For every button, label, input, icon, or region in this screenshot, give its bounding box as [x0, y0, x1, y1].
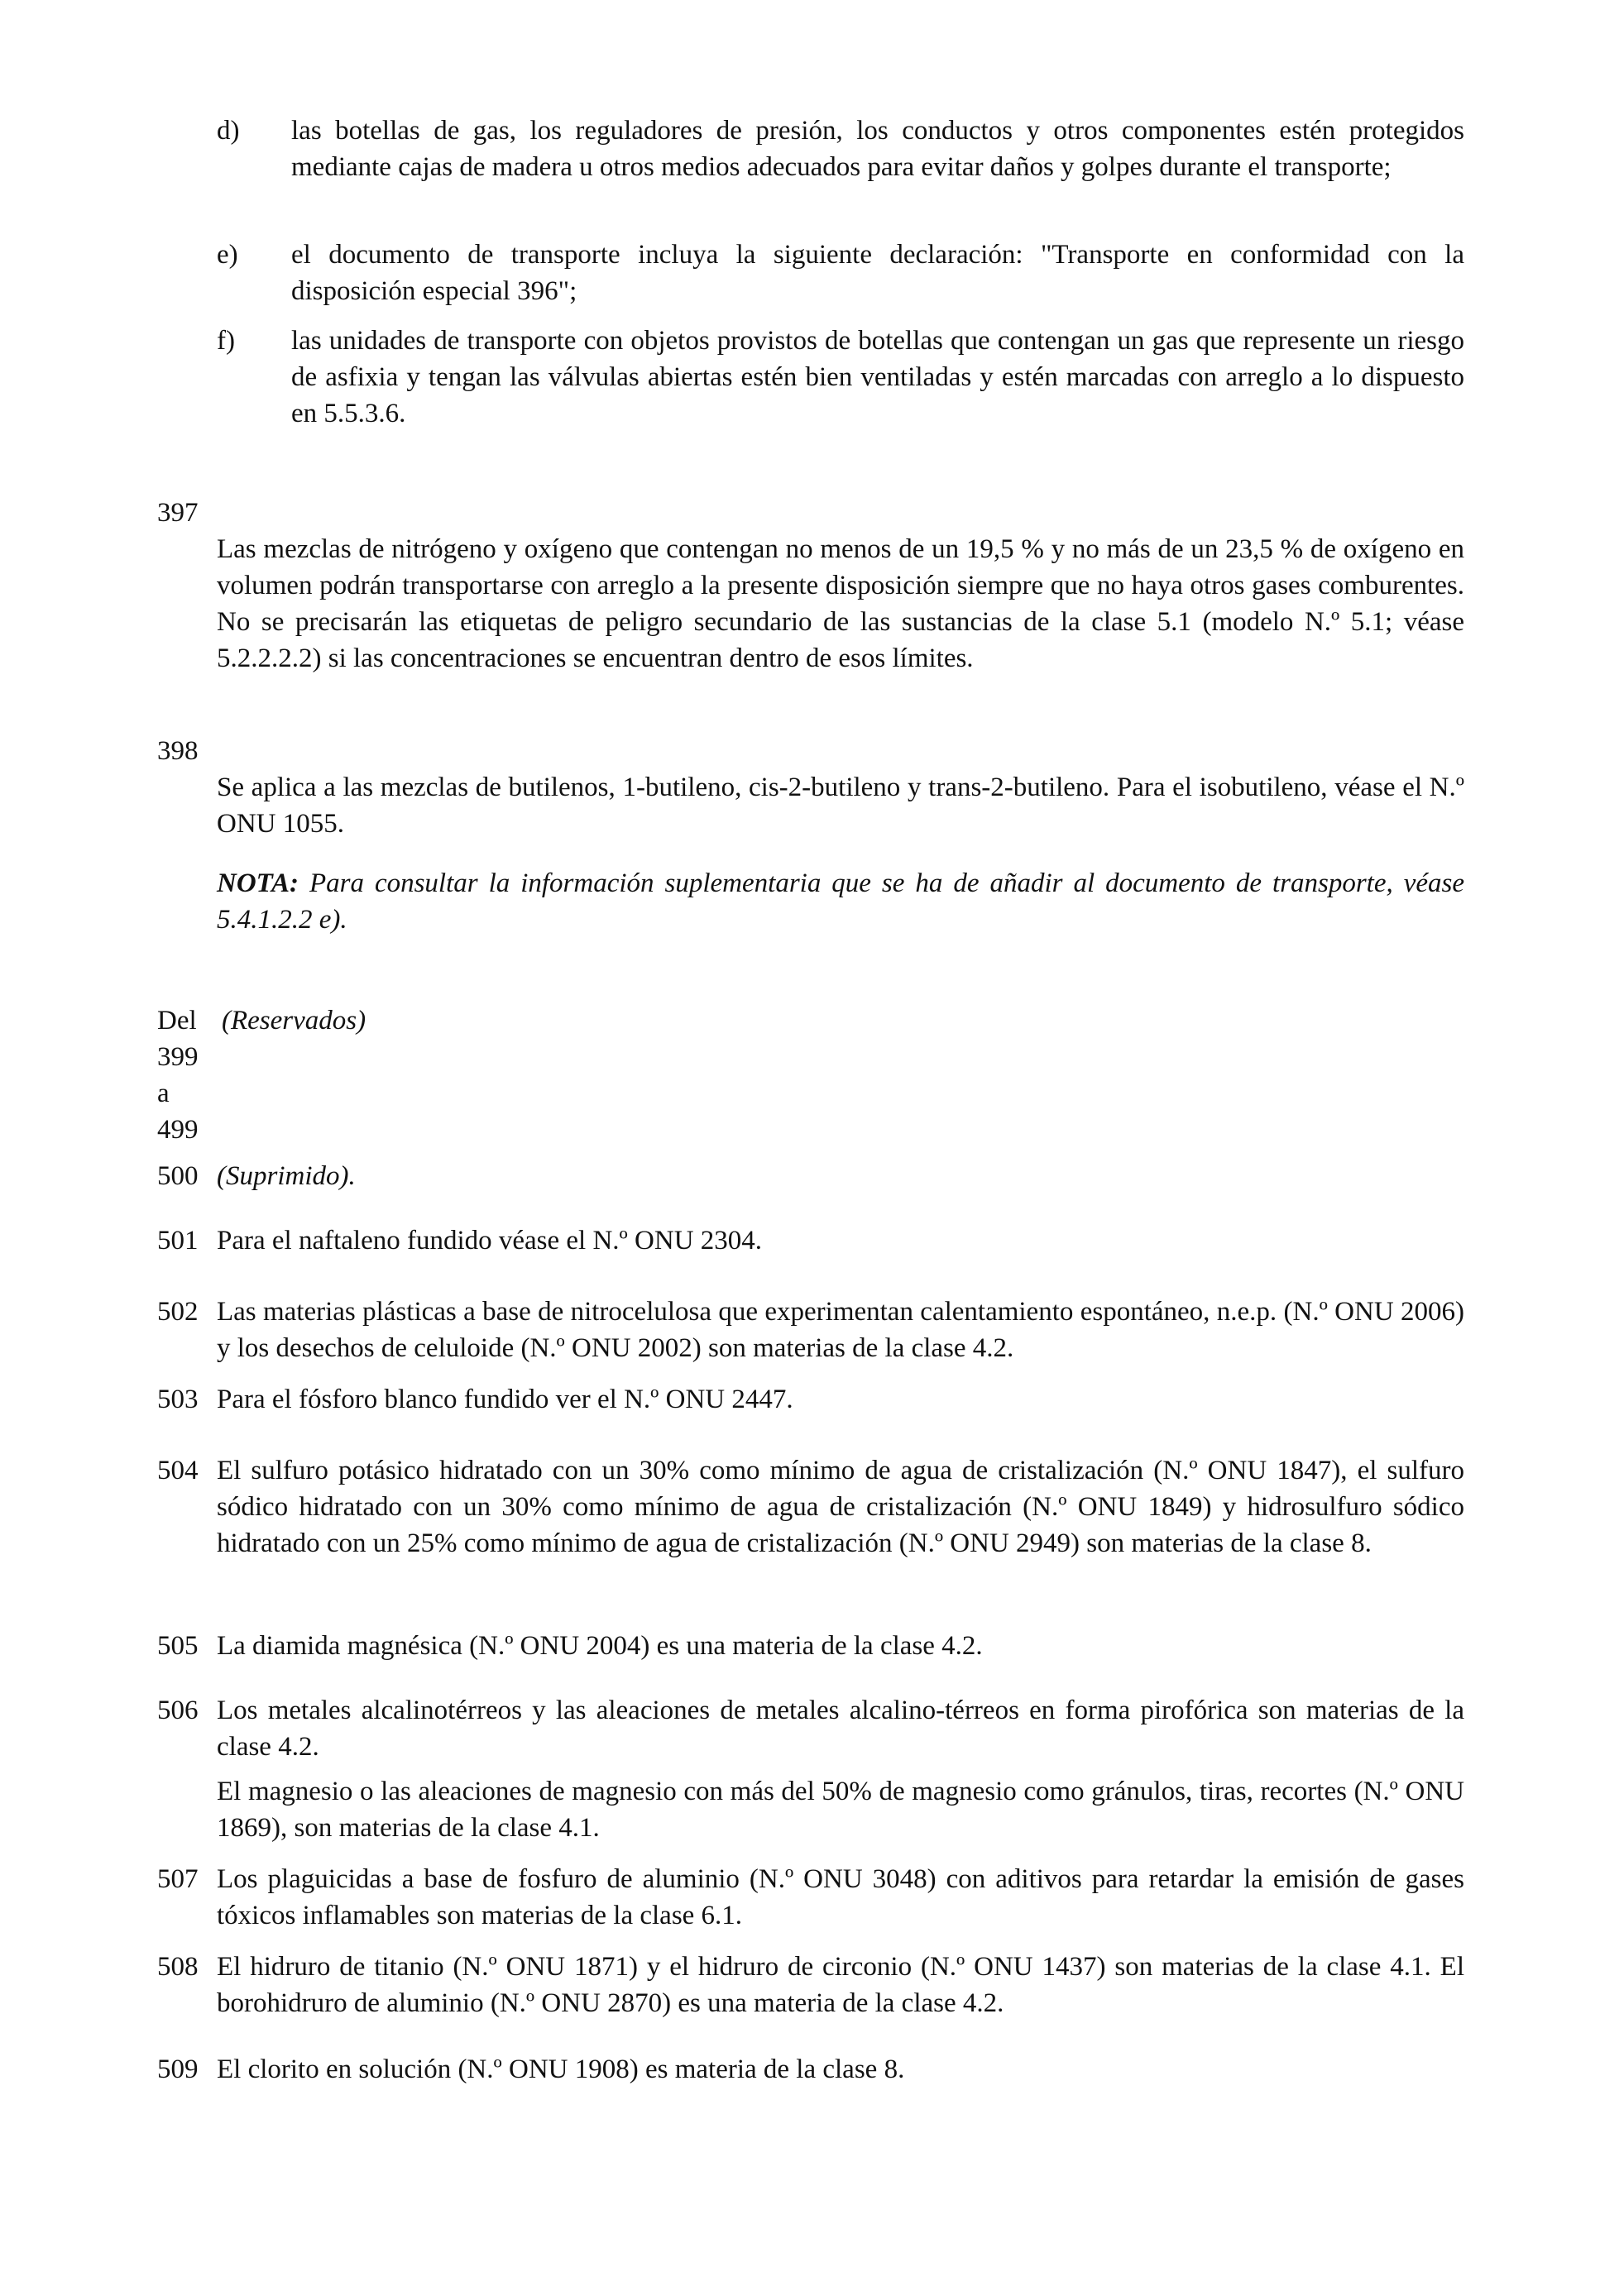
list-item-text: las botellas de gas, los reguladores de presión, los conductos y otros componentes estén protegidos mediante cajas de madera u otros medios adecuados para evitar daños y golpes durante el transporte;	[291, 116, 1464, 182]
list-item-label: f)	[217, 326, 235, 356]
entry-text: El clorito en solución (N.º ONU 1908) es materia de la clase 8.	[217, 2054, 905, 2084]
nota-label: NOTA:	[217, 868, 299, 898]
entry-number: 506	[157, 1696, 199, 1725]
entry-text: La diamida magnésica (N.º ONU 2004) es una materia de la clase 4.2.	[217, 1631, 983, 1661]
list-item-text: las unidades de transporte con objetos provistos de botellas que contengan un gas que represente un riesgo de asfixia y tengan las válvulas abiertas estén bien ventiladas y estén marcadas con arreglo a lo dispuesto en 5.5.3.6.	[291, 326, 1464, 428]
range-line: Del	[157, 1006, 197, 1036]
entry-range	[157, 1002, 210, 1148]
entry-number: 509	[157, 2054, 199, 2084]
entry-text: Para el naftaleno fundido véase el N.º ONU 2304.	[217, 1226, 763, 1256]
entry-text: Para el fósforo blanco fundido ver el N.º ONU 2447.	[217, 1385, 793, 1414]
entry-number: 507	[157, 1864, 199, 1894]
entry-number: 505	[157, 1631, 199, 1661]
entry-text: Se aplica a las mezclas de butilenos, 1-butileno, cis-2-butileno y trans-2-butileno. Para el isobutileno, véase el N.º ONU 1055.	[217, 773, 1464, 839]
list-item-label: e)	[217, 240, 238, 270]
nota-text: Para consultar la información suplementaria que se ha de añadir al documento de transporte, véase 5.4.1.2.2 e).	[217, 868, 1464, 935]
entry-text: (Suprimido).	[217, 1161, 356, 1191]
list-item-text: el documento de transporte incluya la siguiente declaración: "Transporte en conformidad con la disposición especial 396";	[291, 240, 1464, 306]
entry-text: Las mezclas de nitrógeno y oxígeno que contengan no menos de un 19,5 % y no más de un 23,5 % de oxígeno en volumen podrán transportarse con arreglo a la presente disposición siempre que no haya otros gases comburentes. No se precisarán las etiquetas de peligro secundario de las sustancias de la clase 5.1 (modelo N.º 5.1; véase 5.2.2.2.2) si las concentraciones se encuentran dentro de esos límites.	[217, 534, 1464, 673]
entry-number: 504	[157, 1456, 199, 1485]
entry-text-second-paragraph: El magnesio o las aleaciones de magnesio con más del 50% de magnesio como gránulos, tiras, recortes (N.º ONU 1869), son materias de la clase 4.1.	[217, 1777, 1464, 1843]
entry-number: 508	[157, 1952, 199, 1982]
entry-number: 502	[157, 1297, 199, 1327]
nota-paragraph	[217, 865, 1464, 938]
list-item-label: d)	[217, 116, 240, 146]
entry-number: 503	[157, 1385, 199, 1414]
entry-text: Los metales alcalinotérreos y las aleaciones de metales alcalino-térreos en forma pirofórica son materias de la clase 4.2.	[217, 1696, 1464, 1762]
entry-number: 397	[157, 498, 199, 528]
entry-number: 501	[157, 1226, 199, 1256]
entry-number: 500	[157, 1161, 199, 1191]
entry-text: El hidruro de titanio (N.º ONU 1871) y el hidruro de circonio (N.º ONU 1437) son materias de la clase 4.1. El borohidruro de aluminio (N.º ONU 2870) es una materia de la clase 4.2.	[217, 1952, 1464, 2018]
range-line: 399	[157, 1042, 199, 1072]
entry-text: (Reservados)	[222, 1006, 366, 1036]
range-line: a	[157, 1079, 170, 1108]
entry-number: 398	[157, 736, 199, 766]
entry-text: El sulfuro potásico hidratado con un 30% como mínimo de agua de cristalización (N.º ONU 1847), el sulfuro sódico hidratado con un 30% como mínimo de agua de cristalización (N.º ONU 1849) y hidrosulfuro sódico hidratado con un 25% como mínimo de agua de cristalización (N.º ONU 2949) son materias de la clase 8.	[217, 1456, 1464, 1558]
entry-text: Los plaguicidas a base de fosfuro de aluminio (N.º ONU 3048) con aditivos para retardar la emisión de gases tóxicos inflamables son materias de la clase 6.1.	[217, 1864, 1464, 1930]
entry-text: Las materias plásticas a base de nitrocelulosa que experimentan calentamiento espontáneo, n.e.p. (N.º ONU 2006) y los desechos de celuloide (N.º ONU 2002) son materias de la clase 4.2.	[217, 1297, 1464, 1363]
range-line: 499	[157, 1115, 199, 1145]
